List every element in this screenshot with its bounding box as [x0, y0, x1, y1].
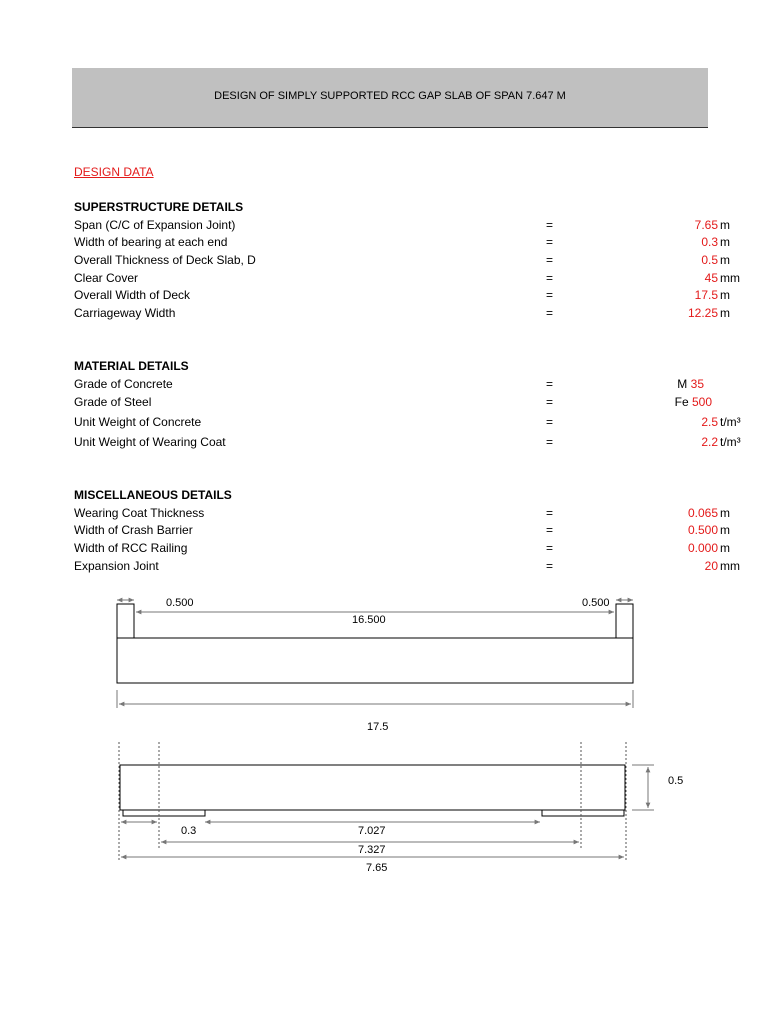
equals-sign: =	[546, 271, 554, 285]
row-label: Width of bearing at each end	[74, 235, 228, 249]
misc-heading: MISCELLANEOUS DETAILS	[74, 488, 232, 502]
row-unit: m	[720, 506, 730, 520]
row-unit: m	[720, 218, 730, 232]
left-barrier-dim: 0.500	[166, 597, 194, 609]
row-value: 0.5	[701, 253, 718, 267]
row-label: Unit Weight of Concrete	[74, 415, 202, 429]
row-value: 0.000	[687, 541, 718, 555]
equals-sign: =	[546, 377, 554, 391]
equals-sign: =	[546, 218, 554, 232]
row-label: Wearing Coat Thickness	[74, 506, 205, 520]
row-label: Width of RCC Railing	[74, 541, 188, 555]
clear-span-dim: 7.027	[358, 825, 386, 837]
row-value: 20	[704, 559, 718, 573]
row-unit: m	[720, 253, 730, 267]
row-label: Clear Cover	[74, 271, 139, 285]
right-barrier-dim: 0.500	[582, 597, 610, 609]
row-value: 45	[704, 271, 718, 285]
row-unit: m	[720, 235, 730, 249]
row-value: 0.065	[687, 506, 718, 520]
row-label: Grade of Concrete	[74, 377, 173, 391]
overall-width-dim: 17.5	[367, 721, 389, 733]
slab-thickness-dim: 0.5	[668, 775, 684, 787]
row-value: 17.5	[694, 288, 718, 302]
row-unit: mm	[720, 559, 740, 573]
equals-sign: =	[546, 253, 554, 267]
equals-sign: =	[546, 395, 554, 409]
equals-sign: =	[546, 288, 554, 302]
row-label: Unit Weight of Wearing Coat	[74, 435, 226, 449]
row-value: 7.65	[694, 218, 718, 232]
row-unit: m	[720, 306, 730, 320]
right-bearing	[542, 810, 624, 816]
row-value: 0.3	[701, 235, 718, 249]
row-label: Width of Crash Barrier	[74, 523, 193, 537]
row-unit: m	[720, 523, 730, 537]
grade-number: 35	[690, 377, 704, 391]
row-label: Grade of Steel	[74, 395, 152, 409]
deck-slab-long	[120, 765, 625, 810]
equals-sign: =	[546, 235, 554, 249]
equals-sign: =	[546, 435, 554, 449]
left-bearing	[123, 810, 205, 816]
equals-sign: =	[546, 541, 554, 555]
grade-number: 500	[691, 395, 712, 409]
row-unit: t/m³	[720, 415, 741, 429]
row-label: Carriageway Width	[74, 306, 176, 320]
row-unit: mm	[720, 271, 740, 285]
row-label: Expansion Joint	[74, 559, 159, 573]
row-label: Overall Thickness of Deck Slab, D	[74, 253, 256, 267]
overall-span-dim: 7.65	[366, 862, 388, 874]
grade-prefix: Fe	[674, 395, 689, 409]
equals-sign: =	[546, 559, 554, 573]
row-value: 0.500	[687, 523, 718, 537]
page-title: DESIGN OF SIMPLY SUPPORTED RCC GAP SLAB OF SPAN 7.647 M	[214, 90, 566, 102]
row-value: 2.2	[701, 435, 718, 449]
superstructure-heading: SUPERSTRUCTURE DETAILS	[74, 200, 244, 214]
equals-sign: =	[546, 306, 554, 320]
row-unit: m	[720, 541, 730, 555]
bearing-width-dim: 0.3	[181, 825, 197, 837]
row-label: Overall Width of Deck	[74, 288, 191, 302]
design-data-heading: DESIGN DATA	[74, 165, 154, 179]
equals-sign: =	[546, 523, 554, 537]
row-unit: t/m³	[720, 435, 741, 449]
grade-prefix: M	[677, 377, 688, 391]
row-unit: m	[720, 288, 730, 302]
effective-span-dim: 7.327	[358, 844, 386, 856]
row-label: Span (C/C of Expansion Joint)	[74, 218, 236, 232]
equals-sign: =	[546, 415, 554, 429]
row-value: 2.5	[701, 415, 718, 429]
carriageway-dim: 16.500	[352, 614, 386, 626]
material-heading: MATERIAL DETAILS	[74, 359, 189, 373]
row-value: 12.25	[687, 306, 718, 320]
equals-sign: =	[546, 506, 554, 520]
